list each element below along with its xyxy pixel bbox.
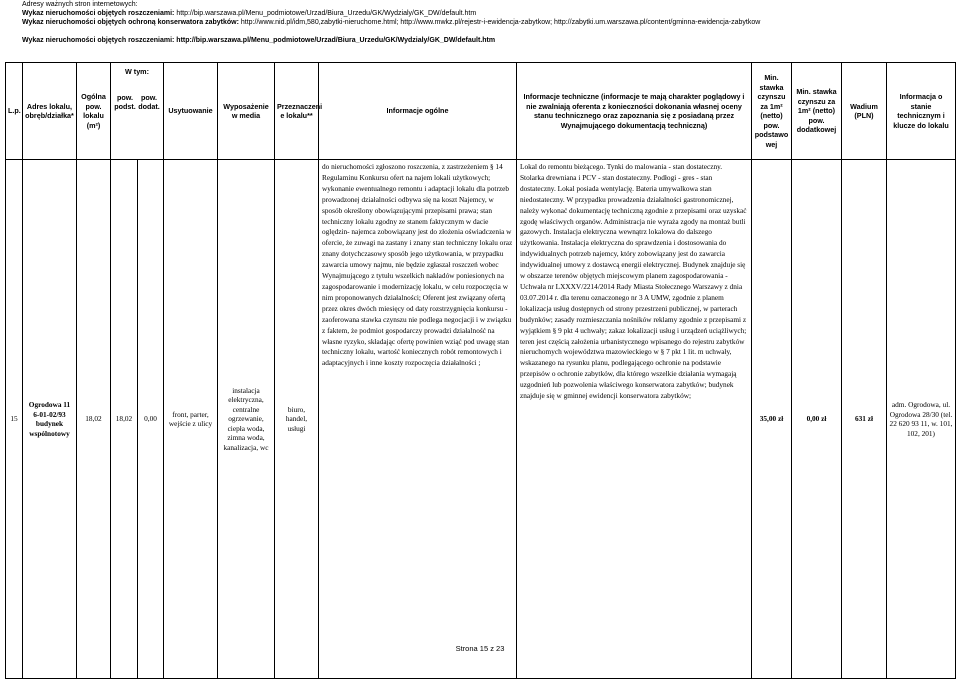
col-header-przeznaczenie: Przeznaczeni e lokalu** (275, 63, 319, 160)
col-header-wadium: Wadium (PLN) (842, 63, 887, 160)
col-header-min-stawka-dodat: Min. stawka czynszu za 1m² (netto) pow. dodatkowej (792, 63, 842, 160)
claims-list-label: Wykaz nieruchomości objętych roszczeniami: (22, 10, 175, 17)
claims-list-repeat: Wykaz nieruchomości objętych roszczeniami: http://bip.warszawa.pl/Menu_podmiotowe/Urzad/Biura_Urzedu/GK/Wydzialy/GK_DW/default.htm (22, 37, 496, 44)
table-row (6, 160, 956, 679)
col-header-informacja-o-stanie: Informacja o stanie technicznym i klucze do lokalu (887, 63, 956, 160)
col-header-informacje-techniczne: Informacje techniczne (informacje te mają charakter poglądowy i nie zwalniają oferenta z konieczności dokonania własnej oceny stanu technicznego oraz zapoznania się z posiadaną przez Wynajmującego dokumentacją techniczną) (517, 63, 752, 160)
cell-adres (23, 160, 77, 679)
header-line-4 (22, 36, 495, 45)
col-header-ogolna-pow: Ogólna pow. lokalu (m²) (77, 63, 111, 160)
cell-wadium: 631 zł (842, 160, 887, 679)
col-header-lp: L.p. (6, 63, 23, 160)
cell-wyposazenie: instalacja elektryczna, centralne ogrzewanie, ciepła woda, zimna woda, kanalizacja, wc (218, 160, 275, 679)
cell-min-stawka-dodat: 0,00 zł (792, 160, 842, 679)
header-line-3 (22, 18, 760, 27)
address-plot: 6-01-02/93 (33, 409, 66, 419)
cell-przeznaczenie: biuro, handel, usługi (275, 160, 319, 679)
address-building: budynek wspólnotowy (29, 419, 70, 438)
table-header-row (6, 63, 956, 160)
cell-min-stawka-podst: 35,00 zł (752, 160, 792, 679)
w-tym-subheaders (113, 93, 161, 112)
cell-pow-dodat: 0,00 (138, 160, 164, 679)
cell-informacje-techniczne: Lokal do remontu bieżącego. Tynki do malowania - stan dostateczny. Stolarka drewniana i PCV - stan dostateczny. Podłogi - gres - stan dostateczny. Lokal posiada wentylację. Bateria umywalkowa stan niedostateczny. W przypadku prowadzenia działalności gastronomicznej, należy wykonać dokumentację techniczną zgodnie z przepisami oraz uzyskać zgodę właściwych organów. Administracja nie wyraża zgody na montaż butli gazowych. Instalacja elektryczna wewnątrz lokalowa do dalszego użytkowania. Instalacja elektryczna do sprawdzenia i dostosowania do indywidualnych potrzeb najemcy, który zobowiązany jest do zawarcia indywidualnej umowy z dostawcą energii elektrycznej. Budynek znajduje się w obszarze terenów objętych miejscowym planem zagospodarowania - Uchwała nr LXXXV/2214/2014 Rady Miasta Stołecznego Warszawy z dnia 03.07.2014 r. dla terenu oznaczonego nr 3 A UMW, zgodnie z planem lokalizacja usług dostępnych od strony przestrzeni publicznej, w parterach budynków; zasady rozmieszczania nośników reklamy zgodnie z przepisami z wyjątkiem § 9 pkt 4 uchwały; zakaz lokalizacji usług i urządzeń uciążliwych; teren jest częścią założenia urbanistycznego wpisanego do rejestru zabytków nieruchomych województwa mazowieckiego w § 7 pkt 1 lit. m uchwały, wskazanego na rysunku planu, podlegającego ochronie na podstawie przepisów o ochronie zabytków, dla którego wszelkie działania wymagają uzgodnień lub pozwolenia właściwego konserwatora zabytków; budynek znajduje się w gminnej ewidencji konserwatora zabytków; (517, 160, 752, 679)
premises-table (5, 62, 956, 679)
monuments-list-links[interactable]: http://www.nid.pl/idm,580,zabytki-nieruchome.html; http://www.mwkz.pl/rejestr-i-ewidencja-zabytkow; http://zabytki.um.warszawa.pl/content/gminna-ewidencja-zabytkow (240, 19, 761, 26)
col-header-adres: Adres lokalu, obręb/działka* (23, 63, 77, 160)
col-header-usytuowanie: Usytuowanie (164, 63, 218, 160)
cell-usytuowanie: front, parter, wejście z ulicy (164, 160, 218, 679)
cell-lp: 15 (6, 160, 23, 679)
cell-informacja-o-stanie: adm. Ogrodowa, ul. Ogrodowa 28/30 (tel. 22 620 93 11, w. 101, 102, 201) (887, 160, 956, 679)
claims-list-link[interactable]: http://bip.warszawa.pl/Menu_podmiotowe/Urzad/Biura_Urzedu/GK/Wydzialy/GK_DW/default.htm (176, 10, 477, 17)
cell-ogolna-pow: 18,02 (77, 160, 111, 679)
col-header-min-stawka-podst: Min. stawka czynszu za 1m² (netto) pow. podstawo wej (752, 63, 792, 160)
important-sites-heading: Adresy ważnych stron internetowych: (22, 1, 138, 8)
header-line-1 (22, 0, 138, 9)
page-number: Strona 15 z 23 (455, 644, 505, 653)
w-tym-label: W tym: (125, 67, 149, 76)
col-header-pow-podst: pow. podst. (114, 92, 136, 111)
col-header-informacje-ogolne: Informacje ogólne (319, 63, 517, 160)
cell-pow-podst: 18,02 (111, 160, 138, 679)
col-header-w-tym (111, 63, 164, 160)
cell-informacje-ogolne: do nieruchomości zgłoszono roszczenia, z zastrzeżeniem § 14 Regulaminu Konkursu ofert na najem lokali użytkowych; wykonanie ewentualnego remontu i adaptacji lokalu dla potrzeb prowadzonej działalności odbywa się na koszt Najemcy, w sposób określony obowiązującymi przepisami prawa; stan techniczny lokalu zgodny ze stanem faktycznym w dacie oględzin- najemca zobowiązany jest do złożenia oświadczenia w ofercie, że zuwagi na zastany i znany stan techniczny lokalu oraz znany dotychczasowy sposób jego użytkowania, w przypadku zawarcia umowy najmu, nie będzie zgłaszał roszczeń wobec Wynajmującego z tytułu wszelkich nakładów poniesionych na zagospodarowanie i modernizację lokalu, w celu rozpoczęcia w nim proponowanych działalności; Oferent jest związany ofertą przez okres dwóch miesięcy od daty rozstrzygnięcia konkursu - zaoferowana stawka czynszu nie podlega negocjacji i w związku z faktem, że podmiot gospodarczy prowadzi działalność na własne ryzyko, składając ofertę powinien wziąć pod uwagę stan techniczny lokalu, wartość koniecznych robót remontowych i adaptacyjnych i inne koszty rozpoczęcia działalności ; (319, 160, 517, 679)
monuments-list-label: Wykaz nieruchomości objętych ochroną konserwatora zabytków: (22, 19, 239, 26)
header-line-2 (22, 9, 476, 18)
col-header-pow-dodat: pow. dodat. (138, 92, 160, 111)
address-street: Ogrodowa 11 (28, 400, 71, 409)
col-header-wyposazenie: Wyposażenie w media (218, 63, 275, 160)
